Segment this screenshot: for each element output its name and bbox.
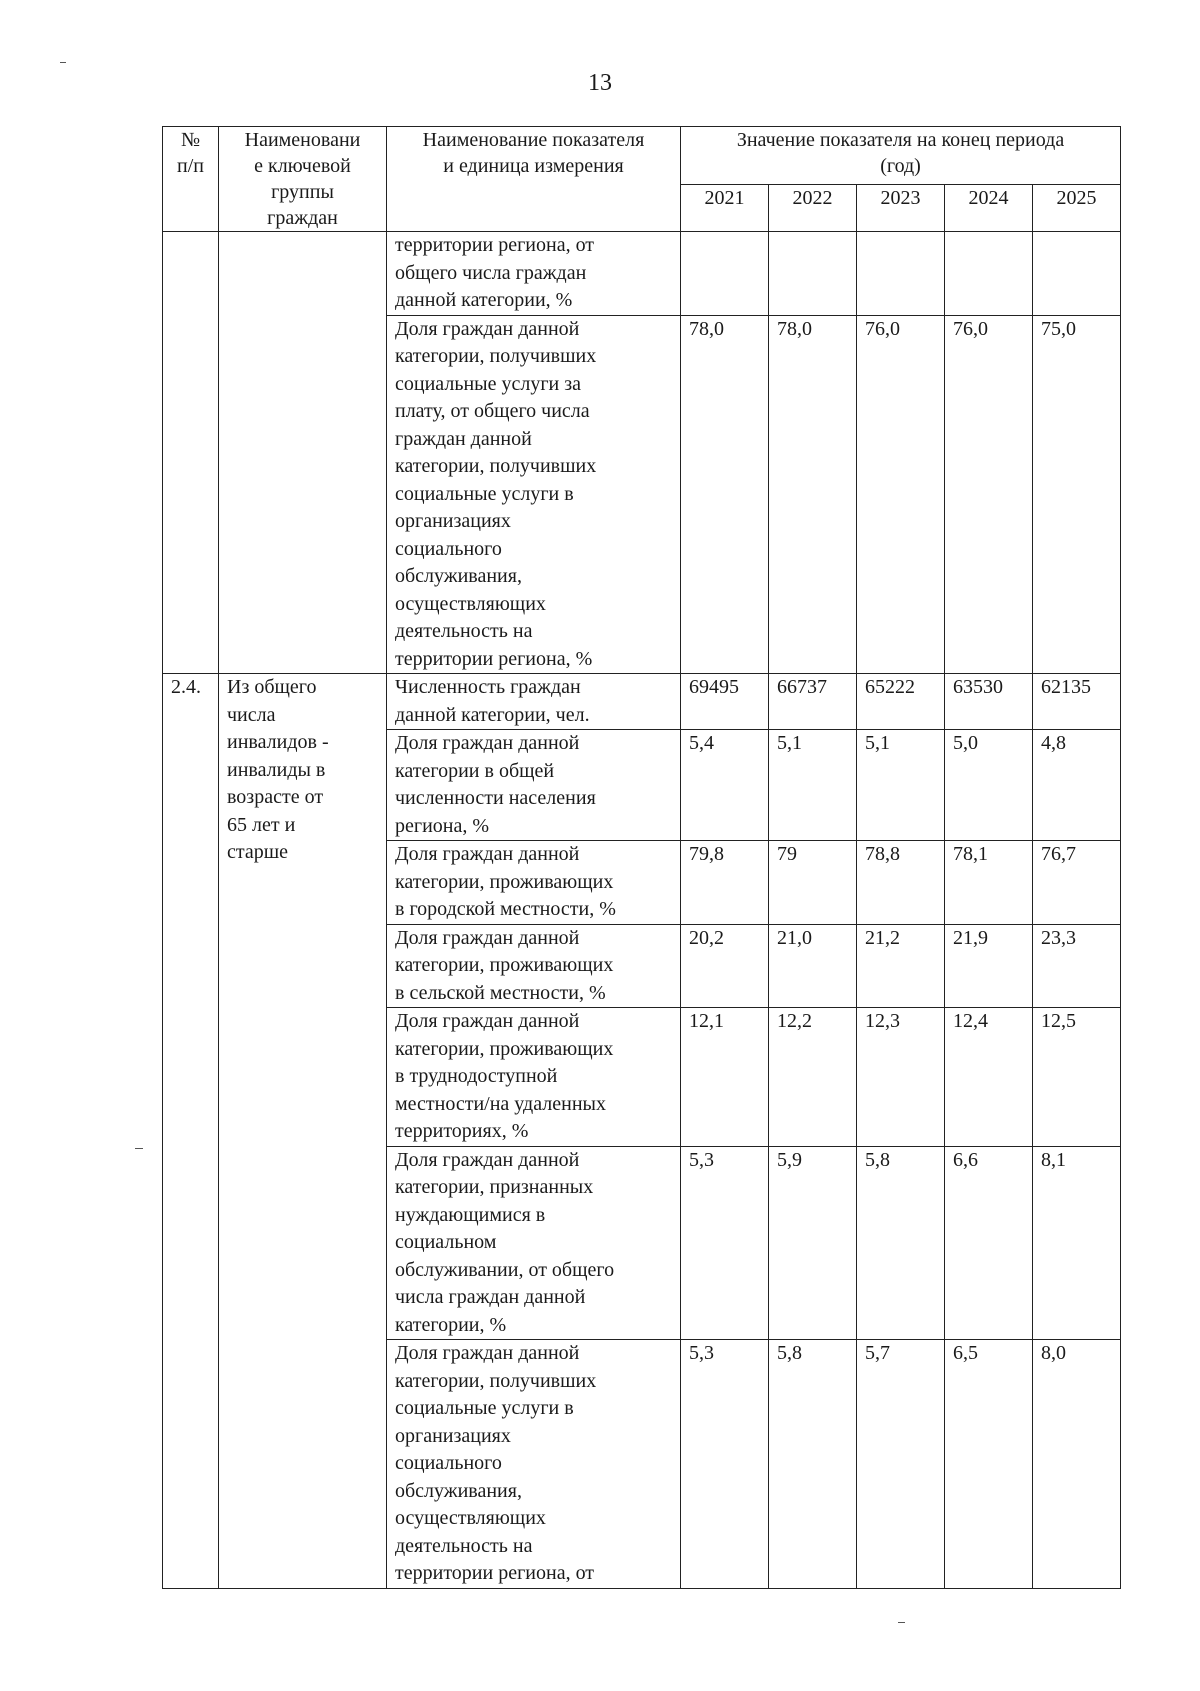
value-cell: 65222 — [857, 674, 945, 730]
value-cell: 5,8 — [857, 1146, 945, 1340]
value-cell: 12,2 — [769, 1008, 857, 1147]
value-cell: 6,6 — [945, 1146, 1033, 1340]
value-cell: 79 — [769, 841, 857, 925]
value-cell: 4,8 — [1033, 730, 1121, 841]
continuation-num-cell — [163, 232, 219, 674]
header-year: 2021 — [681, 185, 769, 232]
value-cell: 12,1 — [681, 1008, 769, 1147]
value-cell: 8,0 — [1033, 1340, 1121, 1589]
value-cell: 5,9 — [769, 1146, 857, 1340]
value-cell — [857, 232, 945, 316]
scan-mark — [135, 1148, 143, 1149]
value-cell: 78,1 — [945, 841, 1033, 925]
continuation-group-cell — [219, 232, 387, 674]
header-year: 2022 — [769, 185, 857, 232]
indicator-cell: Доля граждан данной категории, получивших социальные услуги за плату, от общего числа граждан данной категории, получивших социальные услуги в организациях социального обслуживания, осуществляющих деятельность на территории региона, % — [387, 315, 681, 674]
header-year: 2024 — [945, 185, 1033, 232]
value-cell: 21,0 — [769, 924, 857, 1008]
header-year: 2025 — [1033, 185, 1121, 232]
value-cell: 76,0 — [857, 315, 945, 674]
value-cell: 78,0 — [681, 315, 769, 674]
value-cell: 5,7 — [857, 1340, 945, 1589]
value-cell: 5,3 — [681, 1340, 769, 1589]
scan-mark — [60, 62, 66, 63]
value-cell: 79,8 — [681, 841, 769, 925]
value-cell: 8,1 — [1033, 1146, 1121, 1340]
value-cell: 21,9 — [945, 924, 1033, 1008]
table-row — [163, 232, 1121, 316]
value-cell: 12,3 — [857, 1008, 945, 1147]
header-indicator: Наименование показателя и единица измерения — [387, 127, 681, 232]
value-cell: 78,8 — [857, 841, 945, 925]
indicator-cell: Доля граждан данной категории, проживающих в труднодоступной местности/на удаленных территориях, % — [387, 1008, 681, 1147]
value-cell: 5,1 — [769, 730, 857, 841]
indicator-cell: Численность граждан данной категории, чел. — [387, 674, 681, 730]
indicator-cell: Доля граждан данной категории, признанных нуждающимися в социальном обслуживании, от общего числа граждан данной категории, % — [387, 1146, 681, 1340]
value-cell: 76,7 — [1033, 841, 1121, 925]
value-cell: 5,8 — [769, 1340, 857, 1589]
indicator-cell: Доля граждан данной категории, проживающих в городской местности, % — [387, 841, 681, 925]
indicators-table — [162, 126, 1121, 1589]
indicator-cell: территории региона, от общего числа граждан данной категории, % — [387, 232, 681, 316]
value-cell: 63530 — [945, 674, 1033, 730]
value-cell: 6,5 — [945, 1340, 1033, 1589]
value-cell: 12,4 — [945, 1008, 1033, 1147]
indicator-cell: Доля граждан данной категории, получивших социальные услуги в организациях социального обслуживания, осуществляющих деятельность на территории региона, от — [387, 1340, 681, 1589]
value-cell: 66737 — [769, 674, 857, 730]
value-cell: 5,3 — [681, 1146, 769, 1340]
group-name: Из общего числа инвалидов - инвалиды в возрасте от 65 лет и старше — [219, 674, 387, 1589]
group-number: 2.4. — [163, 674, 219, 1589]
value-cell: 5,0 — [945, 730, 1033, 841]
value-cell: 23,3 — [1033, 924, 1121, 1008]
value-cell — [945, 232, 1033, 316]
table-row — [163, 674, 1121, 730]
header-group: Наименовани е ключевой группы граждан — [219, 127, 387, 232]
value-cell: 21,2 — [857, 924, 945, 1008]
scan-mark — [898, 1622, 905, 1623]
value-cell: 20,2 — [681, 924, 769, 1008]
header-value-period: Значение показателя на конец периода (год) — [681, 127, 1121, 185]
value-cell: 69495 — [681, 674, 769, 730]
value-cell: 76,0 — [945, 315, 1033, 674]
value-cell — [681, 232, 769, 316]
indicator-cell: Доля граждан данной категории в общей численности населения региона, % — [387, 730, 681, 841]
header-year: 2023 — [857, 185, 945, 232]
indicator-cell: Доля граждан данной категории, проживающих в сельской местности, % — [387, 924, 681, 1008]
value-cell: 5,1 — [857, 730, 945, 841]
value-cell: 75,0 — [1033, 315, 1121, 674]
value-cell — [769, 232, 857, 316]
header-num: № п/п — [163, 127, 219, 232]
value-cell: 62135 — [1033, 674, 1121, 730]
value-cell: 5,4 — [681, 730, 769, 841]
value-cell: 12,5 — [1033, 1008, 1121, 1147]
value-cell: 78,0 — [769, 315, 857, 674]
value-cell — [1033, 232, 1121, 316]
page-number: 13 — [588, 70, 612, 96]
table-header-row — [163, 127, 1121, 185]
